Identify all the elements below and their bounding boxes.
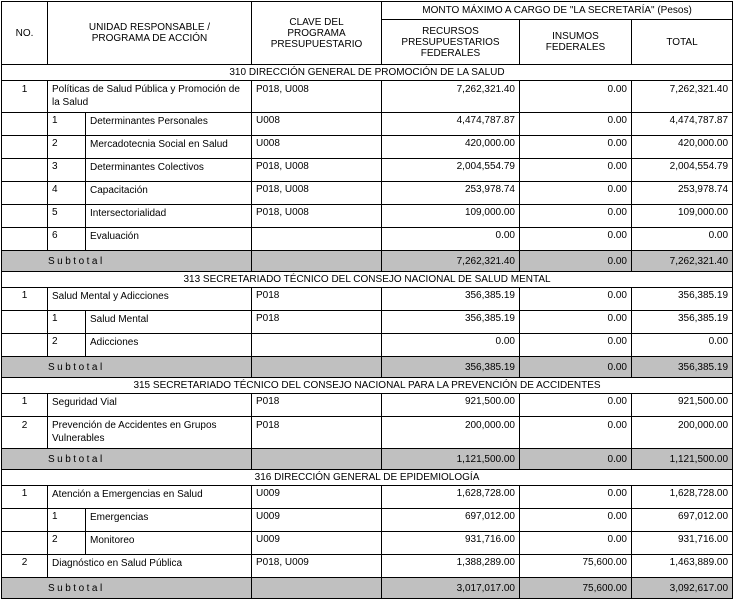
insumos-value: 0.00 bbox=[520, 509, 632, 532]
table-row bbox=[2, 509, 733, 532]
table-row bbox=[2, 205, 733, 228]
program-name: Atención a Emergencias en Salud bbox=[48, 486, 252, 509]
recursos-value: 356,385.19 bbox=[382, 311, 520, 334]
subtotal-empty bbox=[252, 357, 382, 378]
subtotal-row bbox=[2, 449, 733, 470]
recursos-value: 0.00 bbox=[382, 228, 520, 251]
sub-number: 1 bbox=[48, 509, 86, 532]
subtotal-insumos: 0.00 bbox=[520, 357, 632, 378]
subtotal-recursos: 1,121,500.00 bbox=[382, 449, 520, 470]
program-key bbox=[252, 228, 382, 251]
program-name: Determinantes Colectivos bbox=[86, 159, 252, 182]
program-name: Salud Mental bbox=[86, 311, 252, 334]
subtotal-row bbox=[2, 578, 733, 599]
program-name: Seguridad Vial bbox=[48, 394, 252, 417]
table-row bbox=[2, 334, 733, 357]
insumos-value: 0.00 bbox=[520, 311, 632, 334]
subtotal-label: Subtotal bbox=[2, 357, 252, 378]
subtotal-recursos: 356,385.19 bbox=[382, 357, 520, 378]
subtotal-empty bbox=[252, 449, 382, 470]
section-title: 316 DIRECCIÓN GENERAL DE EPIDEMIOLOGÍA bbox=[2, 470, 733, 486]
recursos-value: 2,004,554.79 bbox=[382, 159, 520, 182]
recursos-value: 697,012.00 bbox=[382, 509, 520, 532]
program-key bbox=[252, 334, 382, 357]
insumos-value: 0.00 bbox=[520, 113, 632, 136]
program-key: U009 bbox=[252, 509, 382, 532]
insumos-value: 0.00 bbox=[520, 394, 632, 417]
subtotal-label: Subtotal bbox=[2, 449, 252, 470]
row-number: 1 bbox=[2, 81, 48, 113]
row-number bbox=[2, 311, 48, 334]
insumos-value: 0.00 bbox=[520, 81, 632, 113]
total-value: 1,628,728.00 bbox=[632, 486, 733, 509]
section-title: 313 SECRETARIADO TÉCNICO DEL CONSEJO NACIONAL DE SALUD MENTAL bbox=[2, 272, 733, 288]
total-value: 356,385.19 bbox=[632, 311, 733, 334]
table-row bbox=[2, 228, 733, 251]
col-header-no: NO. bbox=[2, 2, 48, 65]
sub-number: 2 bbox=[48, 532, 86, 555]
recursos-value: 7,262,321.40 bbox=[382, 81, 520, 113]
subtotal-label: Subtotal bbox=[2, 251, 252, 272]
program-name: Mercadotecnia Social en Salud bbox=[86, 136, 252, 159]
recursos-value: 253,978.74 bbox=[382, 182, 520, 205]
row-number bbox=[2, 136, 48, 159]
subtotal-total: 1,121,500.00 bbox=[632, 449, 733, 470]
subtotal-insumos: 0.00 bbox=[520, 449, 632, 470]
recursos-value: 921,500.00 bbox=[382, 394, 520, 417]
insumos-value: 0.00 bbox=[520, 532, 632, 555]
program-key: P018 bbox=[252, 417, 382, 449]
program-name: Prevención de Accidentes en Grupos Vulnerables bbox=[48, 417, 252, 449]
subtotal-recursos: 3,017,017.00 bbox=[382, 578, 520, 599]
sub-number: 4 bbox=[48, 182, 86, 205]
sub-number: 2 bbox=[48, 136, 86, 159]
recursos-value: 0.00 bbox=[382, 334, 520, 357]
insumos-value: 0.00 bbox=[520, 334, 632, 357]
program-key: P018, U009 bbox=[252, 555, 382, 578]
row-number bbox=[2, 159, 48, 182]
table-row bbox=[2, 113, 733, 136]
program-name: Monitoreo bbox=[86, 532, 252, 555]
row-number bbox=[2, 205, 48, 228]
section-title: 310 DIRECCIÓN GENERAL DE PROMOCIÓN DE LA SALUD bbox=[2, 65, 733, 81]
col-header-total: TOTAL bbox=[632, 20, 733, 65]
program-name: Diagnóstico en Salud Pública bbox=[48, 555, 252, 578]
budget-table bbox=[1, 1, 733, 599]
subtotal-insumos: 75,600.00 bbox=[520, 578, 632, 599]
insumos-value: 0.00 bbox=[520, 486, 632, 509]
row-number: 1 bbox=[2, 486, 48, 509]
total-value: 2,004,554.79 bbox=[632, 159, 733, 182]
program-key: P018 bbox=[252, 311, 382, 334]
sub-number: 6 bbox=[48, 228, 86, 251]
recursos-value: 200,000.00 bbox=[382, 417, 520, 449]
row-number bbox=[2, 509, 48, 532]
table-row bbox=[2, 81, 733, 113]
program-name: Políticas de Salud Pública y Promoción de la Salud bbox=[48, 81, 252, 113]
table-body bbox=[2, 65, 733, 599]
program-key: P018, U008 bbox=[252, 205, 382, 228]
recursos-value: 4,474,787.87 bbox=[382, 113, 520, 136]
row-number: 2 bbox=[2, 417, 48, 449]
section-title: 315 SECRETARIADO TÉCNICO DEL CONSEJO NACIONAL PARA LA PREVENCIÓN DE ACCIDENTES bbox=[2, 378, 733, 394]
table-row bbox=[2, 136, 733, 159]
recursos-value: 109,000.00 bbox=[382, 205, 520, 228]
table-row bbox=[2, 159, 733, 182]
total-value: 7,262,321.40 bbox=[632, 81, 733, 113]
row-number bbox=[2, 113, 48, 136]
recursos-value: 356,385.19 bbox=[382, 288, 520, 311]
table-row bbox=[2, 311, 733, 334]
total-value: 0.00 bbox=[632, 334, 733, 357]
program-key: U008 bbox=[252, 113, 382, 136]
program-key: P018, U008 bbox=[252, 159, 382, 182]
table-row bbox=[2, 394, 733, 417]
insumos-value: 0.00 bbox=[520, 159, 632, 182]
section-header-row bbox=[2, 470, 733, 486]
col-header-insumos: INSUMOS FEDERALES bbox=[520, 20, 632, 65]
recursos-value: 1,388,289.00 bbox=[382, 555, 520, 578]
subtotal-row bbox=[2, 357, 733, 378]
sub-number: 3 bbox=[48, 159, 86, 182]
subtotal-recursos: 7,262,321.40 bbox=[382, 251, 520, 272]
total-value: 0.00 bbox=[632, 228, 733, 251]
program-name: Determinantes Personales bbox=[86, 113, 252, 136]
total-value: 921,500.00 bbox=[632, 394, 733, 417]
program-name: Adicciones bbox=[86, 334, 252, 357]
col-header-monto: MONTO MÁXIMO A CARGO DE "LA SECRETARÍA" (Pesos) bbox=[382, 2, 733, 20]
subtotal-total: 356,385.19 bbox=[632, 357, 733, 378]
program-key: P018, U008 bbox=[252, 81, 382, 113]
section-header-row bbox=[2, 378, 733, 394]
insumos-value: 0.00 bbox=[520, 205, 632, 228]
total-value: 4,474,787.87 bbox=[632, 113, 733, 136]
program-name: Salud Mental y Adicciones bbox=[48, 288, 252, 311]
row-number: 1 bbox=[2, 288, 48, 311]
insumos-value: 0.00 bbox=[520, 417, 632, 449]
subtotal-empty bbox=[252, 578, 382, 599]
total-value: 253,978.74 bbox=[632, 182, 733, 205]
section-header-row bbox=[2, 65, 733, 81]
row-number: 2 bbox=[2, 555, 48, 578]
table-row bbox=[2, 532, 733, 555]
table-row bbox=[2, 486, 733, 509]
sub-number: 2 bbox=[48, 334, 86, 357]
program-key: U008 bbox=[252, 136, 382, 159]
table-row bbox=[2, 555, 733, 578]
program-key: P018 bbox=[252, 394, 382, 417]
subtotal-row bbox=[2, 251, 733, 272]
program-name: Emergencias bbox=[86, 509, 252, 532]
program-key: U009 bbox=[252, 532, 382, 555]
row-number bbox=[2, 182, 48, 205]
sub-number: 1 bbox=[48, 311, 86, 334]
insumos-value: 0.00 bbox=[520, 228, 632, 251]
insumos-value: 0.00 bbox=[520, 136, 632, 159]
section-header-row bbox=[2, 272, 733, 288]
program-key: U009 bbox=[252, 486, 382, 509]
sub-number: 5 bbox=[48, 205, 86, 228]
subtotal-total: 7,262,321.40 bbox=[632, 251, 733, 272]
table-row bbox=[2, 417, 733, 449]
insumos-value: 75,600.00 bbox=[520, 555, 632, 578]
col-header-recursos: RECURSOS PRESUPUESTARIOS FEDERALES bbox=[382, 20, 520, 65]
col-header-unidad: UNIDAD RESPONSABLE / PROGRAMA DE ACCIÓN bbox=[48, 2, 252, 65]
total-value: 109,000.00 bbox=[632, 205, 733, 228]
row-number bbox=[2, 532, 48, 555]
program-key: P018, U008 bbox=[252, 182, 382, 205]
sub-number: 1 bbox=[48, 113, 86, 136]
subtotal-empty bbox=[252, 251, 382, 272]
subtotal-insumos: 0.00 bbox=[520, 251, 632, 272]
row-number: 1 bbox=[2, 394, 48, 417]
recursos-value: 1,628,728.00 bbox=[382, 486, 520, 509]
program-key: P018 bbox=[252, 288, 382, 311]
total-value: 931,716.00 bbox=[632, 532, 733, 555]
insumos-value: 0.00 bbox=[520, 288, 632, 311]
subtotal-total: 3,092,617.00 bbox=[632, 578, 733, 599]
row-number bbox=[2, 334, 48, 357]
total-value: 420,000.00 bbox=[632, 136, 733, 159]
program-name: Capacitación bbox=[86, 182, 252, 205]
total-value: 1,463,889.00 bbox=[632, 555, 733, 578]
table-row bbox=[2, 288, 733, 311]
program-name: Intersectorialidad bbox=[86, 205, 252, 228]
total-value: 200,000.00 bbox=[632, 417, 733, 449]
recursos-value: 420,000.00 bbox=[382, 136, 520, 159]
table-row bbox=[2, 182, 733, 205]
recursos-value: 931,716.00 bbox=[382, 532, 520, 555]
row-number bbox=[2, 228, 48, 251]
total-value: 697,012.00 bbox=[632, 509, 733, 532]
total-value: 356,385.19 bbox=[632, 288, 733, 311]
col-header-clave: CLAVE DEL PROGRAMA PRESUPUESTARIO bbox=[252, 2, 382, 65]
program-name: Evaluación bbox=[86, 228, 252, 251]
subtotal-label: Subtotal bbox=[2, 578, 252, 599]
insumos-value: 0.00 bbox=[520, 182, 632, 205]
